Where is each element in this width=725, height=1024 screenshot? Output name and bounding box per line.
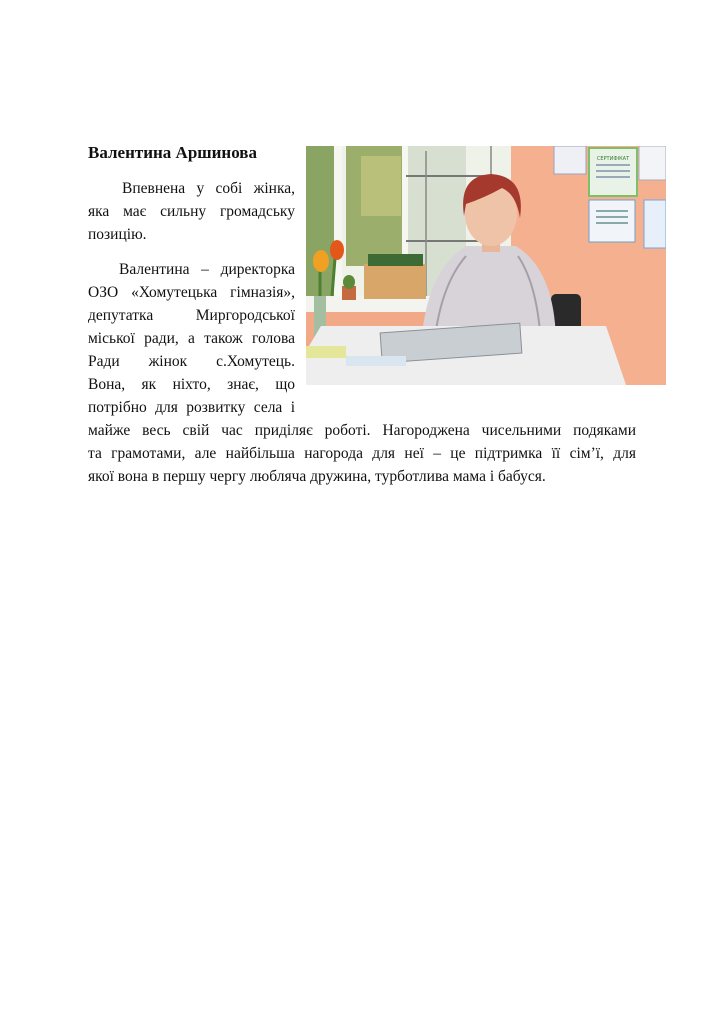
- paragraph-line: яка має сильну громадську: [88, 203, 295, 220]
- paragraph-line: ОЗО «Хомутецька гімназія»,: [88, 284, 295, 301]
- paragraph-line: Ради жінок с.Хомутець.: [88, 353, 295, 370]
- paragraph-line: якої вона в першу чергу любляча дружина, турботлива мама і бабуся.: [88, 468, 546, 485]
- paragraph-line: позицію.: [88, 226, 147, 243]
- paragraph-line: депутатка Миргородської: [88, 307, 295, 324]
- article-title: Валентина Аршинова: [88, 143, 257, 162]
- paragraph-line: та грамотами, але найбільша нагорода для неї – це підтримка її сім’ї, для: [88, 445, 636, 462]
- paragraph-line: Впевнена у собі жінка,: [122, 180, 295, 197]
- paragraph-line: Валентина – директорка: [119, 261, 295, 278]
- paragraph-line: міської ради, а також голова: [88, 330, 295, 347]
- portrait-photo: [306, 146, 666, 385]
- certificate-caption: СЕРТИФІКАТ: [596, 156, 630, 162]
- paragraph-line: потрібно для розвитку села і: [88, 399, 295, 416]
- paragraph-line: Вона, як ніхто, знає, що: [88, 376, 295, 393]
- paragraph-line: майже весь свій час приділяє роботі. Нагороджена чисельними подяками: [88, 422, 636, 439]
